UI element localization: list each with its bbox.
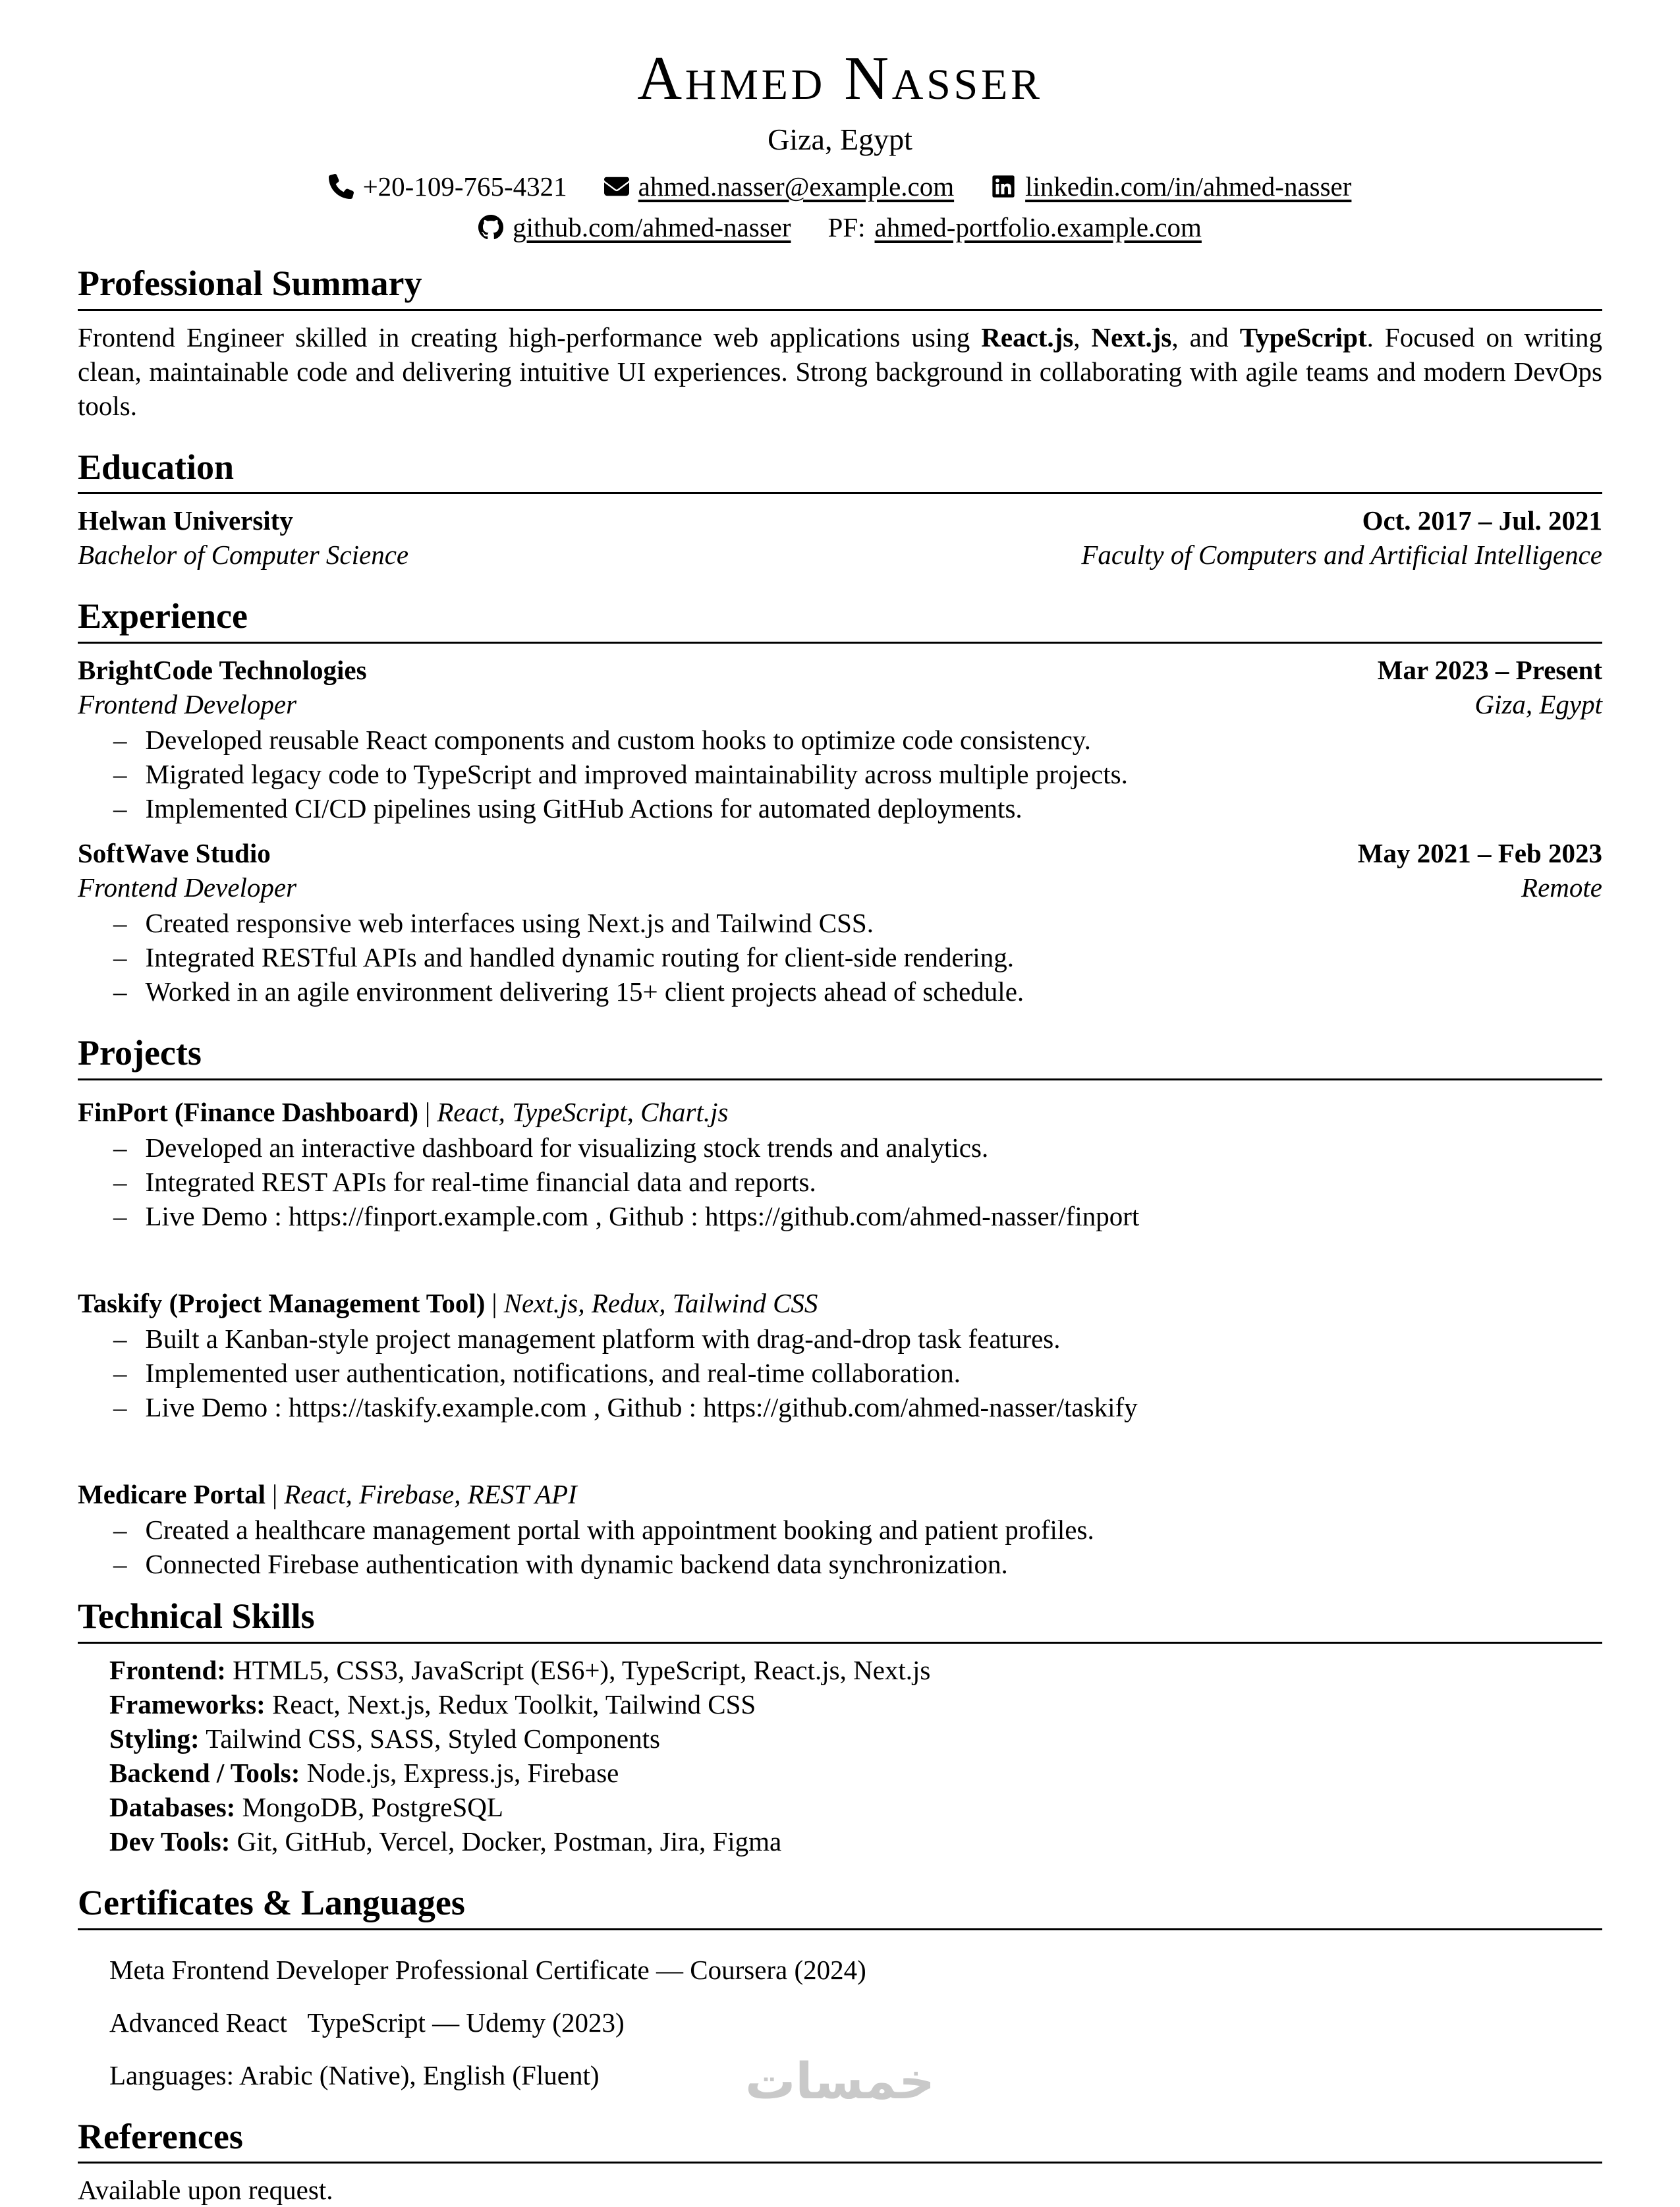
languages-item: Languages: Arabic (Native), English (Fluent) (109, 2059, 600, 2090)
bullet-text: Integrated REST APIs for real-time financial data and reports. (145, 1166, 816, 1197)
bullet-text: Developed reusable React components and custom hooks to optimize code consistency. (145, 724, 1091, 755)
job-location: Remote (1521, 872, 1602, 903)
bullet-text: Connected Firebase authentication with dynamic backend data synchronization. (145, 1549, 1008, 1580)
phone-item (329, 169, 567, 204)
skill-value: HTML5, CSS3, JavaScript (ES6+), TypeScript, React.js, Next.js (233, 1654, 931, 1685)
job-subheader-row (78, 870, 1602, 905)
section-experience (78, 597, 1602, 1009)
phone-number: +20-109-765-4321 (362, 171, 567, 202)
project-header (78, 1286, 1602, 1320)
project-block (78, 1095, 1602, 1233)
bullet-item (78, 791, 1602, 825)
bullet-dash: – (113, 1166, 127, 1197)
bullet-text: Integrated RESTful APIs and handled dynamic routing for client-side rendering. (145, 942, 1014, 973)
skill-value: Tailwind CSS, SASS, Styled Components (206, 1723, 660, 1754)
project-name: FinPort (Finance Dashboard) (78, 1096, 419, 1127)
education-dates: Oct. 2017 – Jul. 2021 (1362, 505, 1602, 536)
project-bullets (78, 1513, 1602, 1581)
linkedin-item (991, 169, 1351, 204)
bullet-dash: – (113, 942, 127, 973)
education-heading: Education (78, 448, 1602, 494)
job-dates: May 2021 – Feb 2023 (1357, 838, 1602, 869)
bullet-text: Live Demo : https://taskify.example.com , Github : https://github.com/ahmed-nasser/taskify (145, 1392, 1138, 1423)
bullet-item (78, 1131, 1602, 1165)
bullet-dash: – (113, 908, 127, 939)
summary-skill: Next.js (1091, 321, 1172, 352)
project-stack: React, TypeScript, Chart.js (437, 1096, 729, 1127)
section-skills (78, 1597, 1602, 1858)
bullet-dash: – (113, 1392, 127, 1423)
skill-label: Frontend: (109, 1654, 226, 1685)
pipe-separator: | (491, 1287, 497, 1318)
references-heading: References (78, 2117, 1602, 2164)
skill-row (78, 1721, 1602, 1756)
contact-row-2 (78, 210, 1602, 244)
school-name: Helwan University (78, 505, 293, 536)
github-link[interactable]: github.com/ahmed-nasser (513, 212, 791, 243)
section-projects (78, 1034, 1602, 1581)
envelope-icon (604, 174, 629, 199)
bullet-text: Created a healthcare management portal with appointment booking and patient profiles. (145, 1515, 1094, 1546)
bullet-item (78, 940, 1602, 974)
phone-icon (329, 174, 354, 199)
bullet-text: Worked in an agile environment delivering 15+ client projects ahead of schedule. (145, 976, 1024, 1007)
linkedin-icon (991, 174, 1016, 199)
bullet-text: Created responsive web interfaces using Next.js and Tailwind CSS. (145, 908, 874, 939)
candidate-name: Ahmed Nasser (637, 44, 1043, 113)
job-bullets (78, 906, 1602, 1009)
project-header (78, 1095, 1602, 1129)
job-bullets (78, 723, 1602, 825)
bullet-item (78, 1390, 1602, 1424)
pipe-separator: | (425, 1096, 431, 1127)
section-references (78, 2117, 1602, 2207)
job-role: Frontend Developer (78, 872, 297, 903)
bullet-dash: – (113, 1132, 127, 1163)
bullet-text: Developed an interactive dashboard for visualizing stock trends and analytics. (145, 1132, 989, 1163)
bullet-text: Migrated legacy code to TypeScript and improved maintainability across multiple projects. (145, 758, 1128, 789)
bullet-item (78, 1165, 1602, 1199)
section-education (78, 448, 1602, 573)
bullet-dash: – (113, 1549, 127, 1580)
job-header-row (78, 836, 1602, 870)
job-role: Frontend Developer (78, 688, 297, 719)
portfolio-item (828, 210, 1202, 244)
education-row-2 (78, 538, 1602, 572)
bullet-text: Implemented user authentication, notifications, and real-time collaboration. (145, 1358, 961, 1389)
experience-heading: Experience (78, 597, 1602, 643)
education-row-1 (78, 503, 1602, 538)
skill-row (78, 1687, 1602, 1721)
portfolio-link[interactable]: ahmed-portfolio.example.com (874, 212, 1202, 243)
bullet-dash: – (113, 976, 127, 1007)
project-header (78, 1477, 1602, 1511)
email-link[interactable]: ahmed.nasser@example.com (638, 171, 955, 202)
candidate-location: Giza, Egypt (768, 122, 912, 156)
skill-row (78, 1653, 1602, 1687)
bullet-dash: – (113, 758, 127, 789)
company-name: SoftWave Studio (78, 838, 271, 869)
bullet-text: Built a Kanban-style project management platform with drag-and-drop task features. (145, 1324, 1061, 1355)
summary-text: Frontend Engineer skilled in creating high-performance web applications using (78, 321, 982, 352)
project-name: Medicare Portal (78, 1479, 266, 1510)
skill-label: Styling: (109, 1723, 200, 1754)
bullet-dash: – (113, 793, 127, 824)
bullet-item (78, 1199, 1602, 1233)
skill-label: Backend / Tools: (109, 1757, 300, 1788)
bullet-text: Implemented CI/CD pipelines using GitHub Actions for automated deployments. (145, 793, 1022, 824)
linkedin-link[interactable]: linkedin.com/in/ahmed-nasser (1025, 171, 1352, 202)
summary-skill: React.js (981, 321, 1074, 352)
bullet-dash: – (113, 724, 127, 755)
project-block (78, 1286, 1602, 1424)
github-icon (478, 215, 503, 240)
skill-value: Git, GitHub, Vercel, Docker, Postman, Jira, Figma (237, 1826, 782, 1857)
bullet-item (78, 723, 1602, 757)
skill-value: MongoDB, PostgreSQL (242, 1792, 503, 1823)
projects-heading: Projects (78, 1034, 1602, 1080)
bullet-dash: – (113, 1324, 127, 1355)
certificate-item: Advanced React TypeScript — Udemy (2023) (109, 2007, 625, 2038)
skill-row (78, 1756, 1602, 1790)
bullet-item (78, 1356, 1602, 1390)
summary-text: . Focused on writing clean, maintainable code and delivering intuitive UI experiences. Strong background in collaborating with agile teams and modern DevOps tools. (78, 321, 1602, 421)
job-block (78, 836, 1602, 1009)
bullet-dash: – (113, 1358, 127, 1389)
project-stack: React, Firebase, REST API (284, 1479, 577, 1510)
company-name: BrightCode Technologies (78, 654, 367, 685)
skill-label: Databases: (109, 1792, 236, 1823)
bullet-item (78, 974, 1602, 1009)
summary-heading: Professional Summary (78, 264, 1602, 310)
skill-row (78, 1790, 1602, 1824)
bullet-item (78, 1322, 1602, 1356)
project-bullets (78, 1131, 1602, 1233)
job-dates: Mar 2023 – Present (1377, 654, 1602, 685)
job-header-row (78, 653, 1602, 687)
bullet-item (78, 757, 1602, 791)
skill-label: Dev Tools: (109, 1826, 231, 1857)
summary-text: , and (1171, 321, 1240, 352)
skill-value: React, Next.js, Redux Toolkit, Tailwind CSS (272, 1689, 756, 1719)
degree-name: Bachelor of Computer Science (78, 540, 409, 571)
bullet-text: Live Demo : https://finport.example.com , Github : https://github.com/ahmed-nasser/finport (145, 1200, 1140, 1231)
bullet-dash: – (113, 1515, 127, 1546)
section-summary (78, 264, 1602, 423)
summary-skill: TypeScript (1239, 321, 1367, 352)
email-item (604, 169, 954, 204)
project-name: Taskify (Project Management Tool) (78, 1287, 486, 1318)
bullet-item (78, 1513, 1602, 1547)
skill-value: Node.js, Express.js, Firebase (306, 1757, 619, 1788)
github-item (478, 210, 791, 244)
skill-label: Frameworks: (109, 1689, 266, 1719)
bullet-item (78, 1547, 1602, 1581)
summary-text: , (1073, 321, 1092, 352)
certificates-heading: Certificates & Languages (78, 1884, 1602, 1930)
job-block (78, 653, 1602, 825)
portfolio-label: PF: (827, 212, 866, 243)
bullet-item (78, 906, 1602, 940)
certificate-item: Meta Frontend Developer Professional Certificate — Coursera (2024) (109, 1954, 866, 1985)
job-location: Giza, Egypt (1474, 688, 1602, 719)
pipe-separator: | (271, 1479, 278, 1510)
bullet-dash: – (113, 1200, 127, 1231)
project-block (78, 1477, 1602, 1581)
project-bullets (78, 1322, 1602, 1424)
project-stack: Next.js, Redux, Tailwind CSS (503, 1287, 818, 1318)
khamsat-watermark: خمسات (745, 2052, 935, 2111)
contact-row-1 (78, 169, 1602, 204)
job-subheader-row (78, 687, 1602, 721)
references-text: Available upon request. (78, 2175, 333, 2206)
faculty-name: Faculty of Computers and Artificial Intelligence (1081, 540, 1602, 571)
skills-heading: Technical Skills (78, 1597, 1602, 1643)
summary-paragraph (78, 320, 1602, 423)
resume-header (78, 46, 1602, 244)
skill-row (78, 1824, 1602, 1858)
